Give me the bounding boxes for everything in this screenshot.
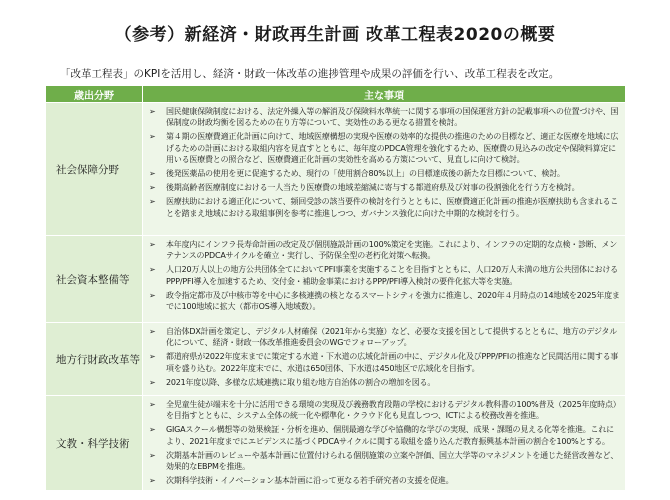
bullet-arrow-icon: ➢ — [149, 352, 156, 362]
list-item — [147, 399, 621, 421]
page-subtitle: 「改革工程表」のKPIを活用し、経済・財政一体改革の進捗管理や成果の評価を行い、改革工程表を改定。 — [60, 68, 560, 80]
list-item — [147, 377, 621, 388]
list-item — [147, 264, 621, 286]
field-label: 地方行財政改革等 — [46, 323, 143, 396]
table-row — [46, 323, 626, 396]
list-item — [147, 131, 621, 165]
list-item — [147, 326, 621, 348]
item-text: 医療扶助における適正化について、頻回受診の該当要件の検討を行うとともに、医療費適正化計画の推進が医療扶助も含まれることを踏まえ地域における取組事例を参考に推進しつつ、ガバナンス強化に向けた中期的な検討を行う。 — [166, 197, 619, 218]
item-text: 人口20万人以上の地方公共団体全てにおいてPFI事業を実施することを目指すとともに、人口20万人未満の地方公共団体におけるPPP/PFI導入を加速するため、交付金・補助金事業におけるPPP/PFI導入検討の要件化拡大等を実施。 — [166, 265, 618, 286]
list-item — [147, 290, 621, 312]
table-row — [46, 103, 626, 236]
bullet-arrow-icon: ➢ — [149, 377, 156, 387]
item-text: 全児童生徒が端末を十分に活用できる環境の実現及び義務教育段階の学校におけるデジタル教科書の100%普及（2025年度時点）を目指すとともに、システム全体の統一化や標準化・クラウド化も見直しつつ、ICTによる校務改善を推進。 — [166, 400, 621, 421]
item-list — [143, 396, 626, 491]
bullet-arrow-icon: ➢ — [149, 183, 156, 193]
list-item — [147, 351, 621, 373]
item-text: 政令指定都市及び中核市等を中心に多核連携の核となるスマートシティを強力に推進し、2020年４月時点の14地域を2025年度までに100地域に拡大（都市OS導入地域数）。 — [166, 290, 620, 312]
bullet-arrow-icon: ➢ — [149, 290, 156, 300]
list-item — [147, 475, 621, 486]
item-text: 2021年度以降、多様な広域連携に取り組む地方自治体の割合の増加を図る。 — [166, 377, 436, 387]
header-field: 歳出分野 — [46, 86, 143, 103]
list-item — [147, 168, 621, 179]
list-item — [147, 106, 621, 128]
item-text: 後期高齢者医療制度における一人当たり医療費の地域差縮減に寄与する都道府県及び対事の役割強化を行う方を検討。 — [166, 183, 580, 193]
field-label: 社会保障分野 — [46, 103, 143, 236]
field-label: 文教・科学技術 — [46, 396, 143, 491]
table-header-row — [46, 86, 626, 103]
item-text: 本年度内にインフラ長寿命計画の改定及び個別施設計画の100%策定を実施。これにより、インフラの定期的な点検・診断、メンテナンスのPDCAサイクルを確立・実行し、予防保全型の老朽化対策へ転換。 — [166, 240, 618, 261]
item-text: 第４期の医療費適正化計画に向けて、地域医療構想の実現や医療の効率的な提供の推進のための目標など、適正な医療を地域に広げるための計画における取組内容を見直すとともに、毎年度のPDCA管理を強化するため、医療費の見込みの改定や保険料算定に用いる医療費との照合など、医療費適正化計画の実効性を高める方策について、見直しに向けて検討。 — [166, 132, 619, 164]
bullet-arrow-icon: ➢ — [149, 132, 156, 142]
list-item — [147, 450, 621, 472]
bullet-arrow-icon: ➢ — [149, 169, 156, 179]
bullet-arrow-icon: ➢ — [149, 425, 156, 435]
bullet-arrow-icon: ➢ — [149, 400, 156, 409]
table-row — [46, 236, 626, 323]
summary-table — [45, 85, 626, 491]
table-row — [46, 396, 626, 491]
item-list — [143, 236, 626, 323]
item-text: 次期基本計画のレビューや基本計画に位置付けられる個別施策の立案や評価、国立大学等のマネジメントを通じた経営改善など、効果的なEBPMを推進。 — [166, 450, 619, 472]
item-text: 国民健康保険制度における、法定外繰入等の解消及び保険料水準統一に関する事項の国保運営方針の記載事項への位置づけや、国保制度の財政均衡を図るための在り方等について、実効性のある更なる措置を検討。 — [166, 107, 619, 128]
bullet-arrow-icon: ➢ — [149, 265, 156, 275]
list-item — [147, 239, 621, 261]
list-item — [147, 424, 621, 446]
item-text: 都道府県が2022年度末までに策定する水道・下水道の広域化計画の中に、デジタル化及びPPP/PFIの推進など民間活用に関する事項を盛り込む。2022年度末でに、水道は650団体、下水道は450地区で広域化を目指す。 — [166, 352, 619, 373]
item-text: 次期科学技術・イノベーション基本計画に沿って更なる若手研究者の支援を促進。 — [166, 476, 454, 486]
item-text: 後発医薬品の使用を更に促進するため、現行の「使用割合80%以上」の目標達成後の新たな目標について、検討。 — [166, 169, 565, 179]
item-list — [143, 323, 626, 396]
bullet-arrow-icon: ➢ — [149, 240, 156, 249]
field-label: 社会資本整備等 — [46, 236, 143, 323]
item-list — [143, 103, 626, 236]
bullet-arrow-icon: ➢ — [149, 107, 156, 116]
list-item — [147, 182, 621, 193]
page-title: （参考）新経済・財政再生計画 改革工程表2020の概要 — [114, 25, 556, 45]
header-items: 主な事項 — [143, 86, 626, 103]
bullet-arrow-icon: ➢ — [149, 450, 156, 460]
list-item — [147, 196, 621, 218]
bullet-arrow-icon: ➢ — [149, 197, 156, 207]
item-text: GIGAスクール構想等の効果検証・分析を進め、個別最適な学びや協働的な学びの実現、成果・課題の見える化等を推進。これにより、2021年度までにエビデンスに基づくPDCAサイクルに関する取組を盛り込んだ教育振興基本計画の割合を100%とする。 — [166, 425, 614, 446]
item-text: 自治体DX計画を策定し、デジタル人材確保（2021年から実施）など、必要な支援を国として提供するとともに、地方のデジタル化について、経済・財政一体改革推進委員会のWGでフォローアップ。 — [166, 327, 618, 348]
bullet-arrow-icon: ➢ — [149, 327, 156, 336]
bullet-arrow-icon: ➢ — [149, 476, 156, 486]
